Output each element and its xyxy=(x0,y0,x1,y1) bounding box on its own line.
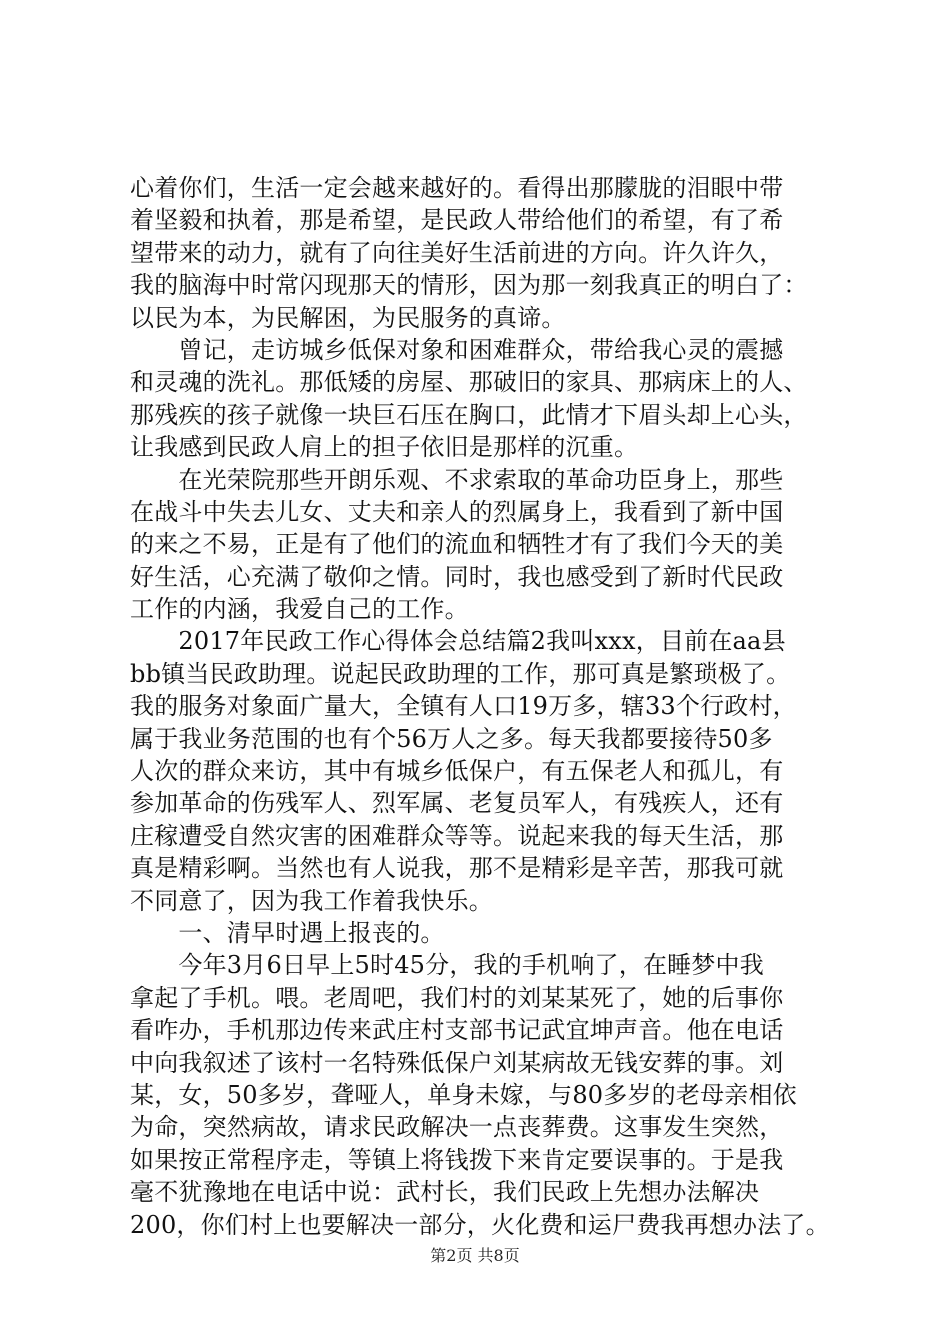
text-line: 工作的内涵，我爱自己的工作。 xyxy=(130,595,469,624)
text-line: 拿起了手机。喂。老周吧，我们村的刘某某死了，她的后事你 xyxy=(130,983,784,1012)
text-line: 让我感到民政人肩上的担子依旧是那样的沉重。 xyxy=(130,433,639,462)
text-line: bb镇当民政助理。说起民政助理的工作，那可真是繁琐极了。 xyxy=(130,659,791,688)
text-line: 着坚毅和执着，那是希望，是民政人带给他们的希望，有了希 xyxy=(130,206,784,235)
text-line: 我的脑海中时常闪现那天的情形，因为那一刻我真正的明白了： xyxy=(130,271,808,300)
page-footer: 第2页 共8页 xyxy=(430,1246,520,1265)
text-line: 在战斗中失去儿女、丈夫和亲人的烈属身上，我看到了新中国 xyxy=(130,497,784,526)
text-line: 和灵魂的洗礼。那低矮的房屋、那破旧的家具、那病床上的人、 xyxy=(130,368,808,397)
text-line: 曾记，走访城乡低保对象和困难群众，带给我心灵的震撼 xyxy=(130,335,784,364)
text-line: 今年3月6日早上5时45分，我的手机响了，在睡梦中我 xyxy=(130,951,764,980)
text-line: 的来之不易，正是有了他们的流血和牺牲才有了我们今天的美 xyxy=(130,530,784,559)
text-line: 为命，突然病故，请求民政解决一点丧葬费。这事发生突然， xyxy=(130,1113,784,1142)
text-line: 以民为本，为民解困，为民服务的真谛。 xyxy=(130,303,566,332)
text-line: 200，你们村上也要解决一部分，火化费和运尸费我再想办法了。 xyxy=(130,1210,830,1239)
text-line: 属于我业务范围的也有个56万人之多。每天我都要接待50多 xyxy=(130,724,773,753)
text-line: 我的服务对象面广量大，全镇有人口19万多，辖33个行政村， xyxy=(130,692,797,721)
text-line: 在光荣院那些开朗乐观、不求索取的革命功臣身上，那些 xyxy=(130,465,784,494)
document-body xyxy=(130,172,850,1241)
text-line: 2017年民政工作心得体会总结篇2我叫xxx，目前在aa县 xyxy=(130,627,786,656)
text-line: 如果按正常程序走，等镇上将钱拨下来肯定要误事的。于是我 xyxy=(130,1145,784,1174)
text-line: 真是精彩啊。当然也有人说我，那不是精彩是辛苦，那我可就 xyxy=(130,854,784,883)
text-line: 毫不犹豫地在电话中说：武村长，我们民政上先想办法解决 xyxy=(130,1178,760,1207)
text-line: 参加革命的伤残军人、烈军属、老复员军人，有残疾人，还有 xyxy=(130,789,784,818)
text-line: 心着你们，生活一定会越来越好的。看得出那朦胧的泪眼中带 xyxy=(130,174,784,202)
text-line: 中向我叙述了该村一名特殊低保户刘某病故无钱安葬的事。刘 xyxy=(130,1048,784,1077)
text-line: 看咋办，手机那边传来武庄村支部书记武宜坤声音。他在电话 xyxy=(130,1016,784,1045)
text-line: 某，女，50多岁，聋哑人，单身未嫁，与80多岁的老母亲相依 xyxy=(130,1080,797,1109)
text-line: 人次的群众来访，其中有城乡低保户，有五保老人和孤儿，有 xyxy=(130,757,784,786)
text-line: 好生活，心充满了敬仰之情。同时，我也感受到了新时代民政 xyxy=(130,562,784,591)
text-line: 不同意了，因为我工作着我快乐。 xyxy=(130,886,493,915)
text-line: 庄稼遭受自然灾害的困难群众等等。说起来我的每天生活，那 xyxy=(130,821,784,850)
text-line: 望带来的动力，就有了向往美好生活前进的方向。许久许久， xyxy=(130,238,784,267)
text-line: 一、清早时遇上报丧的。 xyxy=(130,918,445,947)
text-line: 那残疾的孩子就像一块巨石压在胸口，此情才下眉头却上心头， xyxy=(130,400,808,429)
